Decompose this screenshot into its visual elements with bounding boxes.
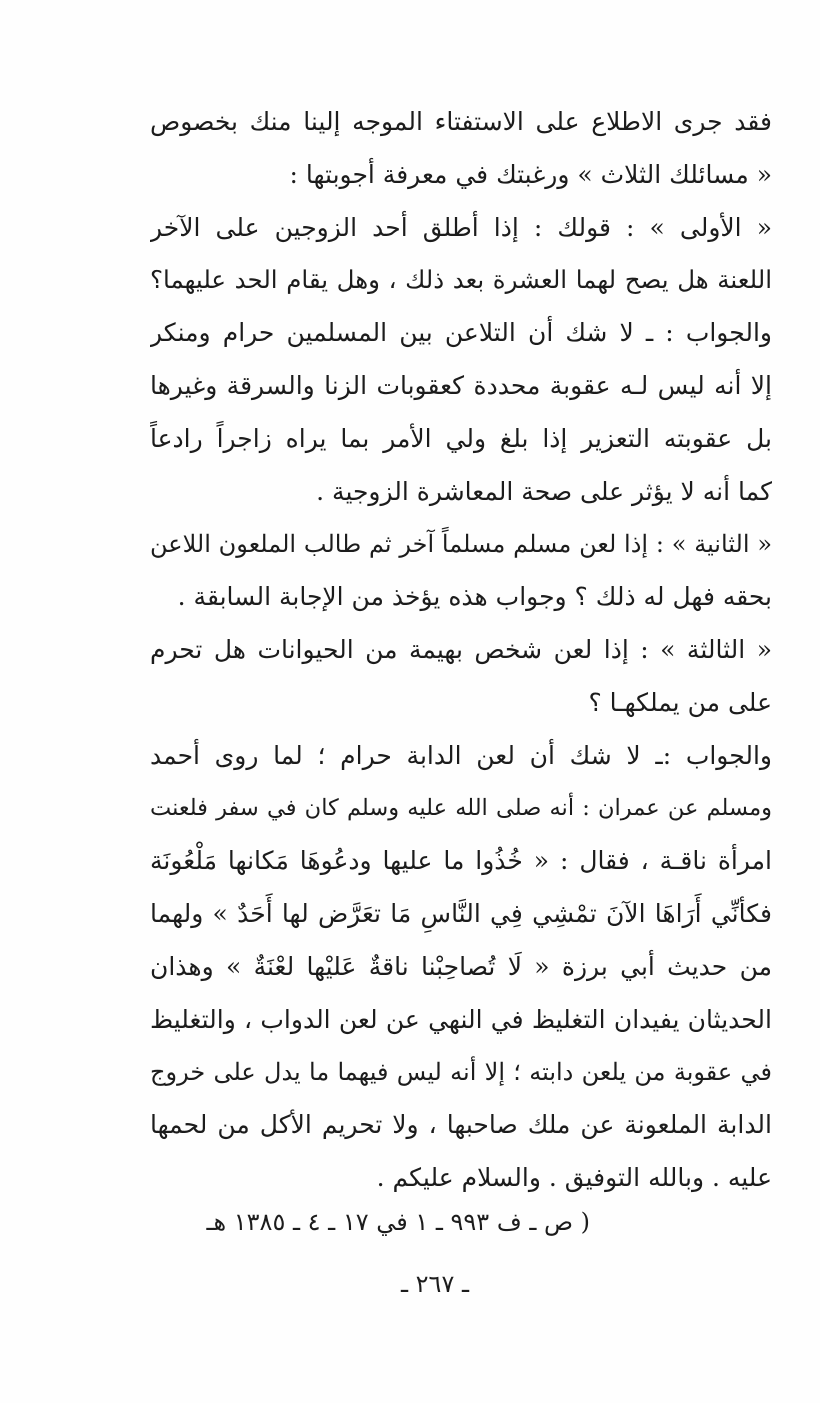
text-line: على من يملكهـا ؟	[588, 687, 772, 717]
text-line: بحقه فهل له ذلك ؟ وجواب هذه يؤخذ من الإجابة السابقة .	[177, 582, 772, 612]
text-line: فقد جرى الاطلاع على الاستفتاء الموجه إلينا منك بخصوص	[150, 107, 772, 136]
text-line: الدابة الملعونة عن ملك صاحبها ، ولا تحريم الأكل من لحمها	[150, 1110, 772, 1140]
text-line: ومسلم عن عمران : أنه صلى الله عليه وسلم كان في سفر فلعنت	[150, 795, 772, 822]
text-line: « مسائلك الثلاث » ورغبتك في معرفة أجوبتها :	[289, 159, 772, 189]
text-line: « الثالثة » : إذا لعن شخص بهيمة من الحيوانات هل تحرم	[150, 634, 772, 664]
text-line: امرأة ناقـة ، فقال : « خُذُوا ما عليها ودعُوهَا مَكانها مَلْعُونَة	[150, 846, 772, 876]
text-line: كما أنه لا يؤثر على صحة المعاشرة الزوجية .	[316, 476, 772, 506]
text-line: إلا أنه ليس لـه عقوبة محددة كعقوبات الزنا والسرقة وغيرها	[150, 370, 772, 400]
text-line: فكأنِّي أَرَاهَا الآنَ تمْشِي فِي النَّاسِ مَا تعَرَّض لها أَحَدٌ » ولهما	[150, 898, 772, 928]
text-line: اللعنة هل يصح لهما العشرة بعد ذلك ، وهل يقام الحد عليهما؟	[150, 265, 772, 295]
body-text	[150, 96, 772, 1205]
text-line: بل عقوبته التعزير إذا بلغ ولي الأمر بما يراه زاجراً رادعاً	[150, 423, 772, 453]
text-line: والجواب :ـ لا شك أن لعن الدابة حرام ؛ لما روى أحمد	[150, 740, 772, 770]
text-line: الحديثان يفيدان التغليظ في النهي عن لعن الدواب ، والتغليظ	[150, 1004, 772, 1034]
text-line: عليه . وبالله التوفيق . والسلام عليكم .	[376, 1162, 772, 1192]
fatwa-reference: ( ص ـ ف ٩٩٣ ـ ١ في ١٧ ـ ٤ ـ ١٣٨٥ هـ	[206, 1208, 590, 1236]
page-number: ـ ٢٦٧ ـ	[400, 1270, 469, 1298]
text-line: والجواب : ـ لا شك أن التلاعن بين المسلمين حرام ومنكر	[150, 318, 772, 348]
text-line: في عقوبة من يلعن دابته ؛ إلا أنه ليس فيهما ما يدل على خروج	[150, 1058, 772, 1087]
text-line: من حديث أبي برزة « لَا تُصاحِبْنا ناقةٌ عَليْها لعْنَةٌ » وهذان	[150, 951, 772, 981]
text-line: « الأولى » : قولك : إذا أطلق أحد الزوجين على الآخر	[150, 212, 772, 242]
text-line: « الثانية » : إذا لعن مسلم مسلماً آخر ثم طالب الملعون اللاعن	[150, 530, 772, 559]
